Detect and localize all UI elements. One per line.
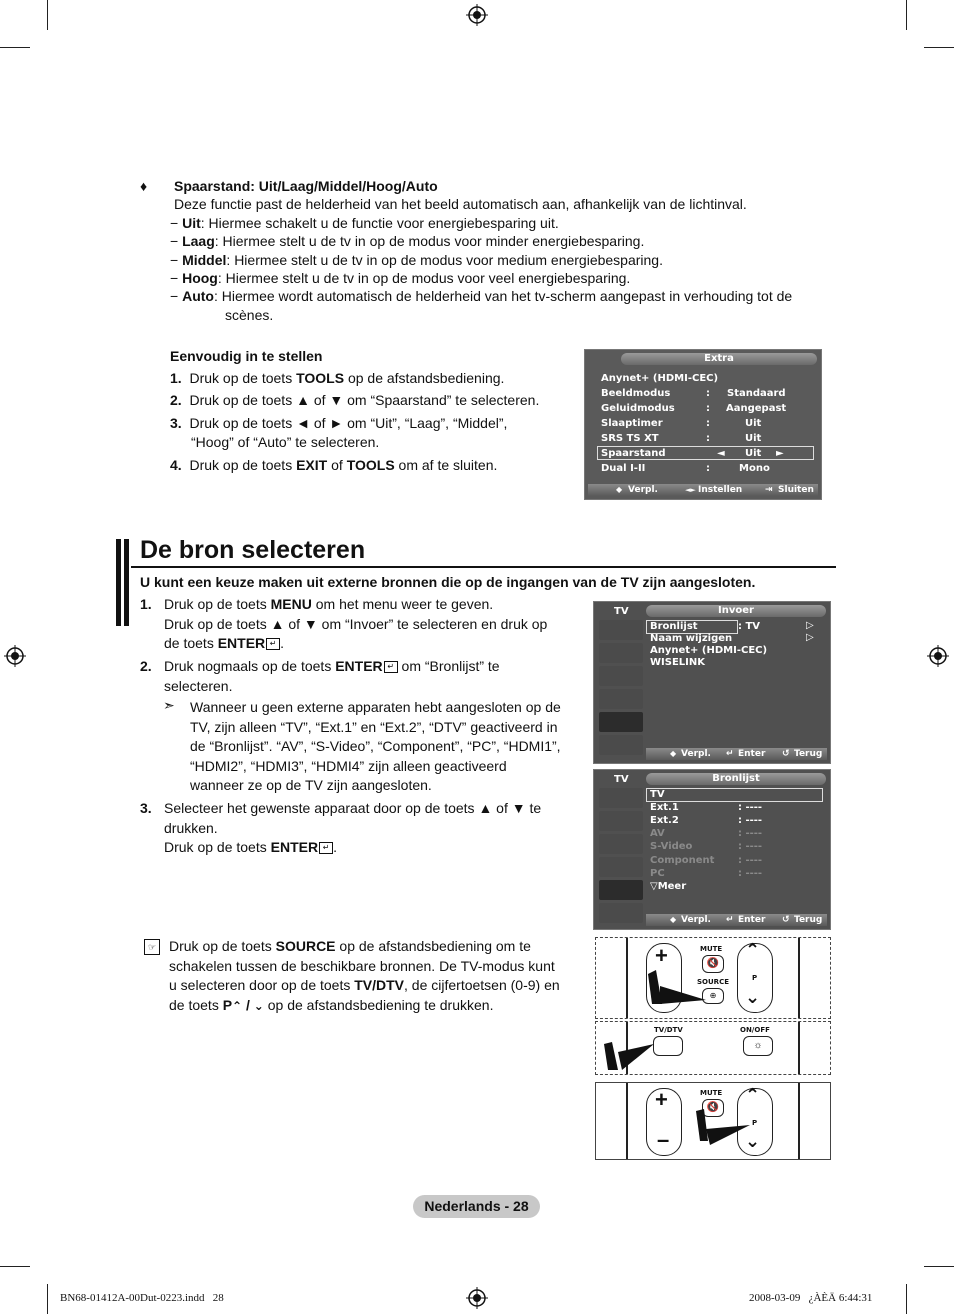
osd-row-label: TV <box>650 789 665 800</box>
setup-icon <box>599 857 643 877</box>
mute-icon: 🔇 <box>706 1102 720 1113</box>
power-icon: ☼ <box>753 1040 763 1051</box>
osd-footer-enter: Enter <box>738 915 766 925</box>
source-note-line: Druk op de toets SOURCE op de afstandsbediening om te <box>169 938 531 954</box>
note-line: TV, zijn alleen “TV”, “Ext.1” en “Ext.2”, “DTV” geactiveerd in <box>190 719 558 735</box>
sound-icon <box>599 643 643 663</box>
source-label: SOURCE <box>697 978 729 986</box>
section-bar <box>116 539 121 626</box>
mute-label: MUTE <box>700 945 723 953</box>
enter-icon: ↵ <box>266 638 280 650</box>
note-icon: ☞ <box>144 939 160 955</box>
remote-illustration-source <box>595 937 831 1019</box>
osd-row-label: Dual I-II <box>601 463 646 474</box>
mute-icon: 🔇 <box>706 958 720 969</box>
osd-footer-adjust: Instellen <box>698 485 743 495</box>
osd-row-label: PC <box>650 868 665 879</box>
volume-down-icon: – <box>657 1127 670 1152</box>
osd-footer-back: Terug <box>794 749 823 759</box>
osd-row-colon: : <box>706 403 710 414</box>
osd-row-label: Slaaptimer <box>601 418 663 429</box>
osd-row-label: Ext.1 <box>650 802 679 813</box>
enter-icon: ↵ <box>726 749 734 759</box>
move-icon: ◆ <box>670 749 677 758</box>
move-icon: ◆ <box>670 915 677 924</box>
step-number: 2. <box>140 658 152 674</box>
setup-icon <box>599 689 643 709</box>
section-intro: U kunt een keuze maken uit externe bronnen die op de ingangen van de TV zijn aangesloten. <box>140 574 756 590</box>
osd-row-more: ▽Meer <box>650 881 687 892</box>
osd-invoer-screen <box>593 601 831 764</box>
spaar-bullet: ♦ <box>140 178 148 194</box>
source-note-line: de toets P⌃ / ⌄ op de afstandsbediening te drukken. <box>169 997 494 1013</box>
source-note-line: schakelen tussen de beschikbare bronnen. De TV-modus kunt <box>169 958 555 974</box>
channel-icon <box>599 666 643 686</box>
print-file-info: BN68-01412A-00Dut-0223.indd 28 <box>60 1292 224 1304</box>
spaar-item: − Hoog: Hiermee stelt u de tv in op de modus voor veel energiebesparing. <box>170 270 631 286</box>
step-text: Selecteer het gewenste apparaat door op de toets ▲ of ▼ te <box>164 800 542 816</box>
osd-selected-row <box>646 788 823 802</box>
spaar-title: Spaarstand: Uit/Laag/Middel/Hoog/Auto <box>174 178 438 194</box>
chevron-down-icon: ⌄ <box>253 999 264 1013</box>
enter-icon: ↵ <box>319 842 333 854</box>
channel-icon <box>599 834 643 854</box>
volume-up-icon: + <box>655 943 668 968</box>
spaar-item: − Auto: Hiermee wordt automatisch de helderheid van het tv-scherm aangepast in verhouding tot de <box>170 288 793 304</box>
chevron-up-icon: ⌃ <box>745 940 761 960</box>
osd-sidebar <box>597 787 643 919</box>
osd-footer-enter: Enter <box>738 749 766 759</box>
step-text: Druk nogmaals op de toets ENTER ↵ om “Bronlijst” te <box>164 658 500 674</box>
step-text: de toets ENTER ↵ . <box>164 635 285 651</box>
section-bar <box>124 539 129 626</box>
osd-row-value: Uit <box>745 433 762 444</box>
crop-mark <box>47 1284 48 1314</box>
source-note-line: u selecteren door op de toets TV/DTV, de cijfertoetsen (0-9) en <box>169 977 560 993</box>
crop-mark <box>0 47 30 48</box>
osd-row-colon: : <box>706 388 710 399</box>
osd-row-label: Anynet+ (HDMI-CEC) <box>650 645 768 656</box>
osd-row-right-arrow: ► <box>776 448 784 459</box>
pointer-arrow-icon <box>646 966 706 1006</box>
crop-mark <box>906 1284 907 1314</box>
step-text: Druk op de toets ENTER ↵ . <box>164 839 337 855</box>
osd-row-arrow: ▷ <box>806 620 814 631</box>
crop-mark <box>924 1266 954 1267</box>
source-button[interactable]: ⊕ <box>702 988 724 1004</box>
osd-header: Invoer <box>646 605 826 617</box>
step-number: 3. <box>140 800 152 816</box>
crop-mark <box>47 0 48 30</box>
return-icon: ↺ <box>782 915 790 925</box>
note-line: Wanneer u geen externe apparaten hebt aangesloten op de <box>190 699 561 715</box>
channel-p-label: P <box>752 1119 758 1127</box>
easy-step: 4. Druk op de toets EXIT of TOOLS om af te sluiten. <box>170 457 498 473</box>
osd-footer <box>646 748 827 760</box>
enter-icon: ↵ <box>384 661 398 673</box>
osd-footer-move: Verpl. <box>681 749 711 759</box>
remote-illustration-tvdtv <box>595 1021 831 1075</box>
step-text: Druk op de toets ▲ of ▼ om “Invoer” te selecteren en druk op <box>164 616 548 632</box>
osd-row-left-arrow: ◄ <box>717 448 725 459</box>
chevron-up-icon: ⌃ <box>232 999 243 1013</box>
channel-p-label: P <box>752 974 758 982</box>
easy-step: 3. Druk op de toets ◄ of ► om “Uit”, “Laag”, “Middel”, <box>170 415 508 431</box>
osd-footer-move: Verpl. <box>628 485 658 495</box>
osd-footer-exit: Sluiten <box>778 485 814 495</box>
osd-footer <box>588 484 818 496</box>
osd-tv-label: TV <box>614 774 629 785</box>
osd-row-value: Standaard <box>727 388 786 399</box>
osd-sidebar <box>597 619 643 751</box>
osd-row-value: : ---- <box>738 802 763 813</box>
osd-row-label: Component <box>650 855 715 866</box>
note-line: de “Bronlijst”. “AV”, “S-Video”, “Component”, “PC”, “HDMI1”, <box>190 738 561 754</box>
crop-mark <box>0 1266 30 1267</box>
osd-row-value: : ---- <box>738 815 763 826</box>
tvdtv-label: TV/DTV <box>654 1026 683 1034</box>
application-icon <box>599 903 643 923</box>
osd-row-value: Uit <box>745 418 762 429</box>
osd-footer-back: Terug <box>794 915 823 925</box>
move-icon: ◆ <box>616 485 623 494</box>
osd-footer-move: Verpl. <box>681 915 711 925</box>
osd-header: Extra <box>621 353 817 365</box>
chevron-down-icon: ⌄ <box>745 1131 761 1151</box>
osd-row-label: S-Video <box>650 841 693 852</box>
osd-row-label: WISELINK <box>650 657 705 668</box>
volume-up-icon: + <box>655 1087 668 1112</box>
note-line: wanneer ze op de TV zijn aangesloten. <box>190 777 432 793</box>
osd-row-value: : ---- <box>738 828 763 839</box>
input-icon <box>599 712 643 732</box>
input-icon <box>599 880 643 900</box>
step-text: drukken. <box>164 820 218 836</box>
osd-row-value: : ---- <box>738 841 763 852</box>
registration-mark-icon <box>466 4 488 26</box>
osd-row-label: AV <box>650 828 665 839</box>
osd-extra-screen <box>584 349 822 500</box>
registration-mark-icon <box>927 645 949 667</box>
step-text: selecteren. <box>164 678 233 694</box>
return-icon: ↺ <box>782 749 790 759</box>
osd-row-value: Aangepast <box>726 403 787 414</box>
pointer-arrow-icon <box>600 1036 656 1072</box>
remote-illustration-channel <box>595 1082 831 1160</box>
spaar-item: − Uit: Hiermee schakelt u de functie voor energiebesparing uit. <box>170 215 559 231</box>
osd-row-value: Mono <box>739 463 770 474</box>
crop-mark <box>906 0 907 30</box>
registration-mark-icon <box>4 645 26 667</box>
note-line: “HDMI2”, “HDMI3”, “HDMI4” zijn alleen geactiveerd <box>190 758 507 774</box>
exit-icon: ⇥ <box>765 485 773 495</box>
easy-step: 1. Druk op de toets TOOLS op de afstandsbediening. <box>170 370 505 386</box>
tvdtv-button[interactable] <box>653 1036 683 1056</box>
easy-step: 2. Druk op de toets ▲ of ▼ om “Spaarstand” te selecteren. <box>170 392 540 408</box>
easy-step-continuation: “Hoog” of “Auto” te selecteren. <box>191 434 380 450</box>
osd-row: Anynet+ (HDMI-CEC) <box>601 373 719 384</box>
osd-row-label: Naam wijzigen <box>650 633 733 644</box>
osd-tv-label: TV <box>614 606 629 617</box>
step-number: 1. <box>140 596 152 612</box>
osd-row-arrow: ▷ <box>806 632 814 643</box>
crop-mark <box>924 47 954 48</box>
page-footer-badge: Nederlands - 28 <box>413 1195 540 1218</box>
pointer-arrow-icon <box>692 1107 752 1147</box>
osd-row-label: Ext.2 <box>650 815 679 826</box>
application-icon <box>599 735 643 755</box>
spaar-item-continuation: scènes. <box>225 307 274 323</box>
osd-row-colon: : <box>706 463 710 474</box>
mute-label: MUTE <box>700 1089 723 1097</box>
spaar-item: − Middel: Hiermee stelt u de tv in op de modus voor medium energiebesparing. <box>170 252 663 268</box>
osd-header: Bronlijst <box>646 773 826 785</box>
power-button[interactable] <box>743 1036 773 1056</box>
enter-icon: ↵ <box>726 915 734 925</box>
osd-row-label: SRS TS XT <box>601 433 659 444</box>
chevron-down-icon: ⌄ <box>745 987 761 1007</box>
adjust-icon: ◄► <box>685 486 696 494</box>
osd-row-label: Spaarstand <box>601 448 666 459</box>
registration-mark-icon <box>466 1287 488 1309</box>
osd-row-colon: : <box>706 433 710 444</box>
note-arrow-icon: ➣ <box>163 697 175 713</box>
onoff-label: ON/OFF <box>740 1026 770 1034</box>
osd-bronlijst-screen <box>593 769 831 930</box>
osd-row-value: Uit <box>745 448 762 459</box>
print-date-info: 2008-03-09 ¿ÀÈÄ 6:44:31 <box>749 1292 873 1304</box>
easy-title: Eenvoudig in te stellen <box>170 348 323 364</box>
osd-row-value: : ---- <box>738 855 763 866</box>
osd-row-label: Bronlijst <box>650 621 698 632</box>
osd-row-label: Geluidmodus <box>601 403 675 414</box>
osd-row-label: Beeldmodus <box>601 388 671 399</box>
picture-icon <box>599 620 643 640</box>
picture-icon <box>599 788 643 808</box>
spaar-item: − Laag: Hiermee stelt u de tv in op de modus voor minder energiebesparing. <box>170 233 645 249</box>
osd-row-value: : TV <box>738 621 761 632</box>
section-title: De bron selecteren <box>140 536 366 564</box>
sound-icon <box>599 811 643 831</box>
osd-footer <box>646 914 827 926</box>
spaar-desc: Deze functie past de helderheid van het beeld automatisch aan, afhankelijk van de lichtinval. <box>174 196 747 212</box>
osd-row-colon: : <box>706 418 710 429</box>
chevron-up-icon: ⌃ <box>745 1085 761 1105</box>
step-text: Druk op de toets MENU om het menu weer te geven. <box>164 596 494 612</box>
section-rule <box>131 566 836 568</box>
osd-row-value: : ---- <box>738 868 763 879</box>
